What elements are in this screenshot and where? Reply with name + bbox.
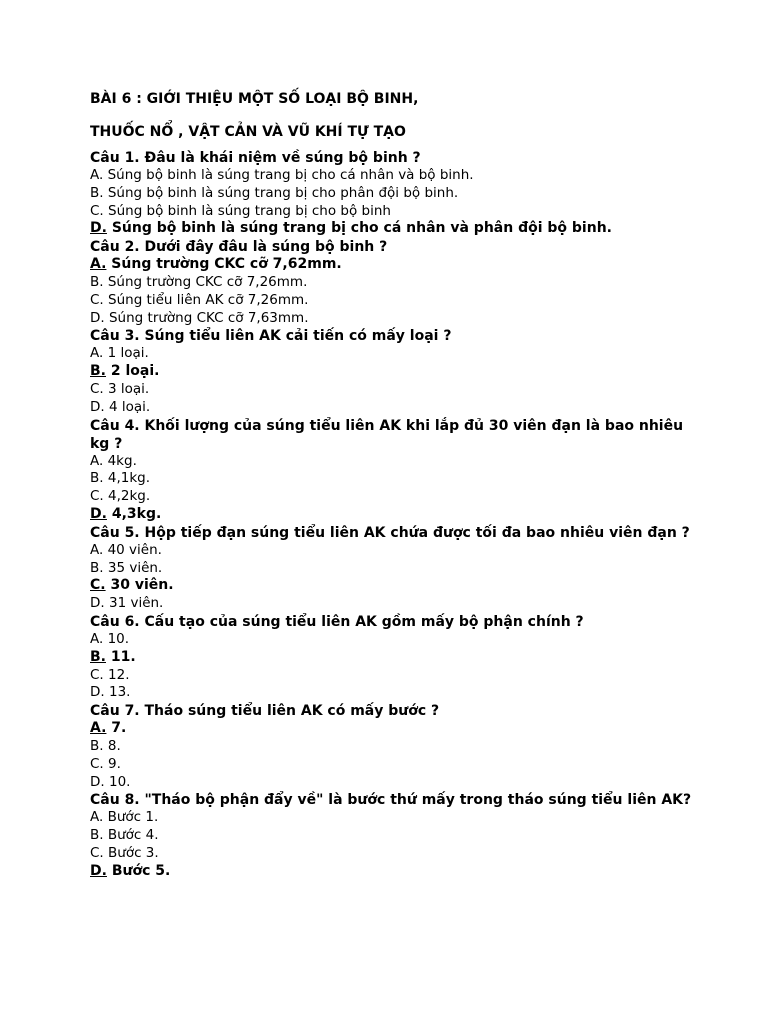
option-text: Súng bộ binh là súng trang bị cho bộ binh (103, 202, 391, 219)
answer-option (90, 453, 700, 471)
option-letter: C. (90, 755, 104, 772)
option-letter: B. (90, 559, 104, 576)
option-letter: C. (90, 380, 104, 397)
answer-option-correct (90, 256, 700, 274)
option-letter: D. (90, 220, 107, 237)
answer-option (90, 827, 700, 845)
question-block (90, 238, 700, 327)
option-text: 13. (104, 684, 131, 701)
answer-option (90, 845, 700, 863)
question-text: Câu 8. "Tháo bộ phận đẩy về" là bước thứ mấy trong tháo súng tiểu liên AK? (90, 792, 692, 809)
question-text: Câu 2. Dưới đây đâu là súng bộ binh ? (90, 239, 388, 256)
option-text: 4 loại. (104, 398, 151, 415)
answer-option (90, 542, 700, 560)
option-text: 10. (104, 773, 131, 790)
option-letter: A. (90, 345, 104, 362)
option-text: Súng trường CKC cỡ 7,26mm. (103, 273, 308, 290)
answer-option (90, 345, 700, 363)
option-text: 9. (103, 755, 121, 772)
question-block (90, 327, 700, 416)
answer-option (90, 292, 700, 310)
answer-option (90, 399, 700, 417)
option-text: Súng bộ binh là súng trang bị cho cá nhân và phân đội bộ binh. (106, 220, 612, 237)
answer-option (90, 667, 700, 685)
option-text: 8. (103, 737, 121, 754)
document-title-line-1: BÀI 6 : GIỚI THIỆU MỘT SỐ LOẠI BỘ BINH, (90, 91, 419, 107)
option-text: 4kg. (103, 452, 137, 469)
question-text: Câu 1. Đâu là khái niệm về súng bộ binh ? (90, 150, 421, 166)
option-letter: D. (90, 684, 105, 701)
answer-option-correct (90, 649, 700, 667)
answer-option (90, 185, 700, 203)
option-letter: A. (90, 256, 107, 273)
question-block (90, 702, 700, 791)
answer-option (90, 809, 700, 827)
question-text: Câu 7. Tháo súng tiểu liên AK có mấy bước ? (90, 703, 440, 720)
option-text: 4,2kg. (103, 488, 151, 505)
answer-option-correct (90, 220, 700, 238)
answer-option-correct (90, 577, 700, 595)
answer-option (90, 203, 700, 221)
answer-option (90, 274, 700, 292)
option-text: Súng trường CKC cỡ 7,62mm. (106, 256, 342, 273)
option-text: Bước 4. (103, 827, 159, 844)
option-text: 4,1kg. (103, 470, 151, 487)
option-text: 35 viên. (103, 559, 163, 576)
option-text: 30 viên. (105, 577, 174, 594)
answer-option (90, 167, 700, 185)
document-title-line-2: THUỐC NỔ , VẬT CẢN VÀ VŨ KHÍ TỰ TẠO (90, 124, 406, 140)
option-text: 4,3kg. (106, 505, 162, 522)
option-letter: B. (90, 363, 106, 380)
question-text: Câu 3. Súng tiểu liên AK cải tiến có mấy loại ? (90, 328, 452, 345)
answer-option-correct (90, 863, 700, 881)
question-block (90, 524, 700, 613)
option-text: 3 loại. (103, 380, 150, 397)
answer-option (90, 560, 700, 578)
answer-option (90, 595, 700, 613)
answer-option (90, 684, 700, 702)
option-letter: C. (90, 666, 104, 683)
option-letter: B. (90, 737, 104, 754)
option-letter: A. (90, 541, 104, 558)
option-letter: D. (90, 773, 105, 790)
question-block (90, 613, 700, 702)
option-letter: A. (90, 809, 104, 826)
option-letter: C. (90, 577, 106, 594)
option-letter: B. (90, 470, 104, 487)
question-block (90, 149, 700, 238)
option-letter: B. (90, 827, 104, 844)
option-text: 7. (106, 720, 127, 737)
option-letter: B. (90, 648, 106, 665)
question-list (90, 149, 700, 881)
option-text: 10. (103, 630, 130, 647)
answer-option (90, 756, 700, 774)
option-letter: B. (90, 273, 104, 290)
question-text: Câu 5. Hộp tiếp đạn súng tiểu liên AK chứa được tối đa bao nhiêu viên đạn ? (90, 524, 690, 541)
option-text: Súng bộ binh là súng trang bị cho cá nhân và bộ binh. (103, 167, 474, 183)
document-page (90, 89, 700, 881)
option-letter: C. (90, 844, 104, 861)
option-text: 31 viên. (104, 595, 164, 612)
question-block (90, 417, 700, 524)
answer-option (90, 738, 700, 756)
answer-option (90, 774, 700, 792)
option-letter: C. (90, 202, 104, 219)
option-letter: C. (90, 291, 104, 308)
option-text: Súng bộ binh là súng trang bị cho phân đội bộ binh. (103, 184, 459, 201)
option-text: Súng tiểu liên AK cỡ 7,26mm. (103, 291, 309, 308)
option-text: Bước 3. (103, 844, 159, 861)
answer-option (90, 470, 700, 488)
option-letter: D. (90, 505, 107, 522)
question-block (90, 791, 700, 880)
answer-option (90, 631, 700, 649)
option-letter: B. (90, 184, 104, 201)
option-text: Bước 5. (106, 862, 171, 879)
answer-option (90, 488, 700, 506)
option-letter: D. (90, 309, 105, 326)
question-text: Câu 6. Cấu tạo của súng tiểu liên AK gồm mấy bộ phận chính ? (90, 613, 584, 630)
option-letter: D. (90, 398, 105, 415)
answer-option (90, 310, 700, 328)
option-letter: A. (90, 452, 104, 469)
option-text: 1 loại. (103, 345, 149, 362)
option-text: 11. (106, 648, 136, 665)
option-text: 2 loại. (106, 363, 160, 380)
question-text: Câu 4. Khối lượng của súng tiểu liên AK khi lắp đủ 30 viên đạn là bao nhiêu kg ? (90, 417, 684, 452)
answer-option-correct (90, 720, 700, 738)
option-text: Súng trường CKC cỡ 7,63mm. (104, 309, 309, 326)
option-letter: A. (90, 720, 107, 737)
option-letter: D. (90, 595, 105, 612)
option-text: Bước 1. (103, 809, 159, 826)
option-letter: D. (90, 862, 107, 879)
option-letter: C. (90, 488, 104, 505)
option-text: 12. (103, 666, 130, 683)
option-text: 40 viên. (103, 541, 162, 558)
answer-option (90, 381, 700, 399)
answer-option-correct (90, 363, 700, 381)
option-letter: A. (90, 630, 104, 647)
answer-option-correct (90, 506, 700, 524)
option-letter: A. (90, 167, 104, 183)
